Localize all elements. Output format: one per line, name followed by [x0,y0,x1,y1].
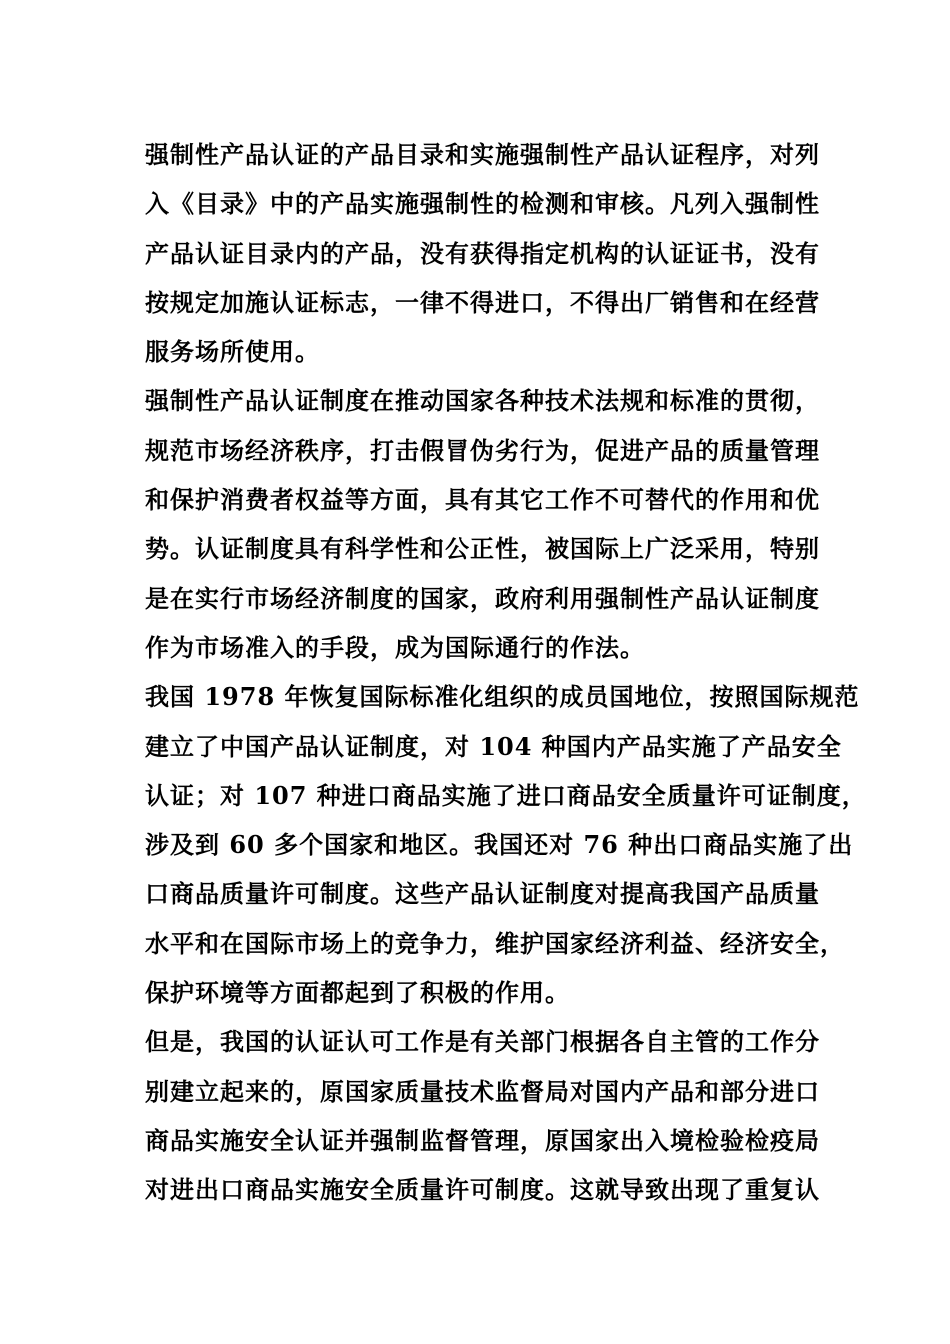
text-line: 我国 1978 年恢复国际标准化组织的成员国地位，按照国际规范 [145,682,860,712]
paragraph-ccc-role [145,376,825,672]
text-line: 保护环境等方面都起到了积极的作用。 [145,978,570,1008]
text-line: 水平和在国际市场上的竞争力，维护国家经济利益、经济安全， [145,928,845,958]
text-line: 建立了中国产品认证制度，对 104 种国内产品实施了产品安全 [145,731,842,761]
text-line: 入《目录》中的产品实施强制性的检测和审核。凡列入强制性 [145,189,820,219]
text-line: 认证；对 107 种进口商品实施了进口商品安全质量许可证制度， [145,780,867,810]
text-line: 涉及到 60 多个国家和地区。我国还对 76 种出口商品实施了出 [145,830,854,860]
text-line: 商品实施安全认证并强制监督管理，原国家出入境检验检疫局 [145,1125,820,1155]
text-line: 强制性产品认证制度在推动国家各种技术法规和标准的贯彻， [145,386,820,416]
document-body [145,130,867,1215]
paragraph-duplicate-certification [145,1017,825,1214]
text-line: 但是，我国的认证认可工作是有关部门根据各自主管的工作分 [145,1027,820,1057]
text-line: 产品认证目录内的产品，没有获得指定机构的认证证书，没有 [145,238,820,268]
text-line: 强制性产品认证的产品目录和实施强制性产品认证程序，对列 [145,140,820,169]
text-line: 服务场所使用。 [145,337,320,367]
text-line: 对进出口商品实施安全质量许可制度。这就导致出现了重复认 [145,1175,820,1205]
paragraph-china-history [145,672,867,1017]
text-line: 和保护消费者权益等方面，具有其它工作不可替代的作用和优 [145,485,820,515]
text-line: 是在实行市场经济制度的国家，政府利用强制性产品认证制度 [145,583,820,613]
paragraph-ccc-catalog [145,130,825,376]
text-line: 口商品质量许可制度。这些产品认证制度对提高我国产品质量 [145,879,820,909]
text-line: 按规定加施认证标志，一律不得进口，不得出厂销售和在经营 [145,287,820,317]
text-line: 势。认证制度具有科学性和公正性，被国际上广泛采用，特别 [145,534,820,564]
text-line: 别建立起来的，原国家质量技术监督局对国内产品和部分进口 [145,1076,820,1106]
text-line: 作为市场准入的手段，成为国际通行的作法。 [145,632,645,662]
text-line: 规范市场经济秩序，打击假冒伪劣行为，促进产品的质量管理 [145,435,820,465]
